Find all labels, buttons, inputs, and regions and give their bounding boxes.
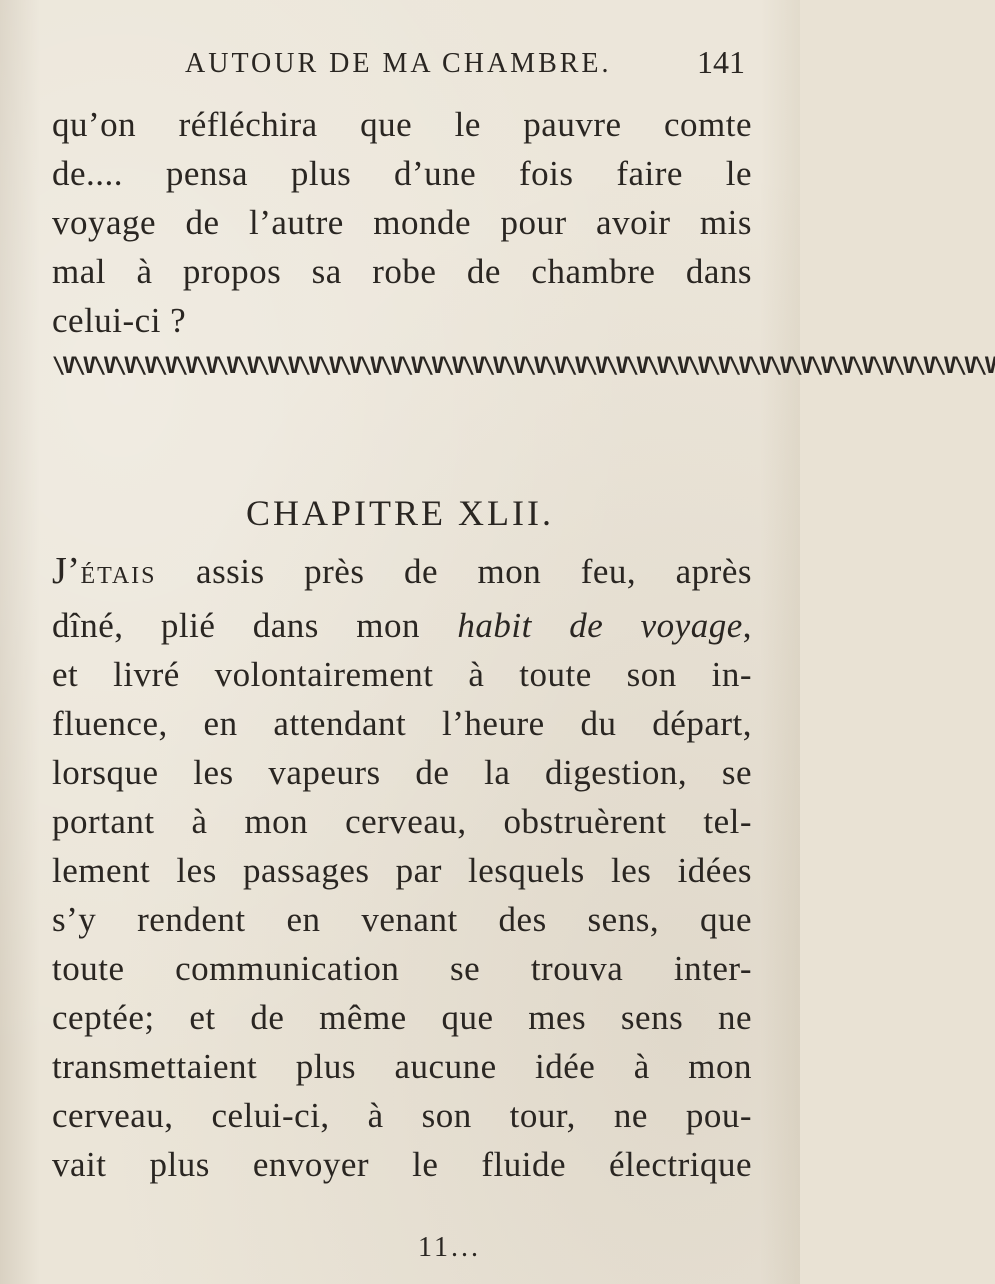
text-line: portant à mon cerveau, obstruèrent tel- (52, 802, 752, 841)
text-line: lorsque les vapeurs de la digestion, se (52, 753, 752, 792)
chapter-heading: CHAPITRE XLII. (246, 493, 554, 533)
previous-chapter-ending (52, 100, 752, 345)
opening-smallcaps: ÉTAIS (80, 563, 157, 589)
text-line: voyage de l’autre monde pour avoir mis (52, 203, 752, 242)
text-line: celui-ci ? (52, 301, 187, 340)
catchword: 11... (418, 1232, 481, 1263)
line-text: , (742, 606, 753, 645)
text-line: de.... pensa plus d’une fois faire le (52, 154, 752, 193)
text-line: et livré volontairement à toute son in- (52, 655, 752, 694)
text-line: transmettaient plus aucune idée à mon (52, 1047, 752, 1086)
running-title: AUTOUR DE MA CHAMBRE. (185, 48, 612, 79)
chapter-body (52, 547, 752, 1189)
text-line (52, 601, 752, 650)
text-line: cerveau, celui-ci, à son tour, ne pou- (52, 1096, 752, 1135)
ornamental-divider: \V\V\V\V\V\V\V\V\V\V\V\V\V\V\V\V\V\V\V\V\V\V\V\V\V\V\V\V\V\V\V\V\V\V\V\V\V\V\V\V\V\V\V\V\V\V (52, 354, 995, 379)
text-line: fluence, en attendant l’heure du départ, (52, 704, 752, 743)
text-line: mal à propos sa robe de chambre dans (52, 252, 752, 291)
text-line: toute communication se trouva inter- (52, 949, 752, 988)
text-line: ceptée; et de même que mes sens ne (52, 998, 752, 1037)
text-line: s’y rendent en venant des sens, que (52, 900, 752, 939)
line-text: dîné, plié dans mon (52, 606, 458, 645)
text-line: vait plus envoyer le fluide électrique (52, 1145, 752, 1184)
italic-phrase: habit de voyage (457, 606, 743, 645)
text-line: lement les passages par lesquels les idées (52, 851, 752, 890)
page-number: 141 (697, 44, 745, 80)
opening-line-text: assis près de mon feu, après (156, 552, 752, 591)
opening-initial: J’ (52, 550, 81, 592)
opening-line (52, 547, 752, 601)
running-head (185, 44, 745, 88)
text-line: qu’on réfléchira que le pauvre comte (52, 105, 752, 144)
